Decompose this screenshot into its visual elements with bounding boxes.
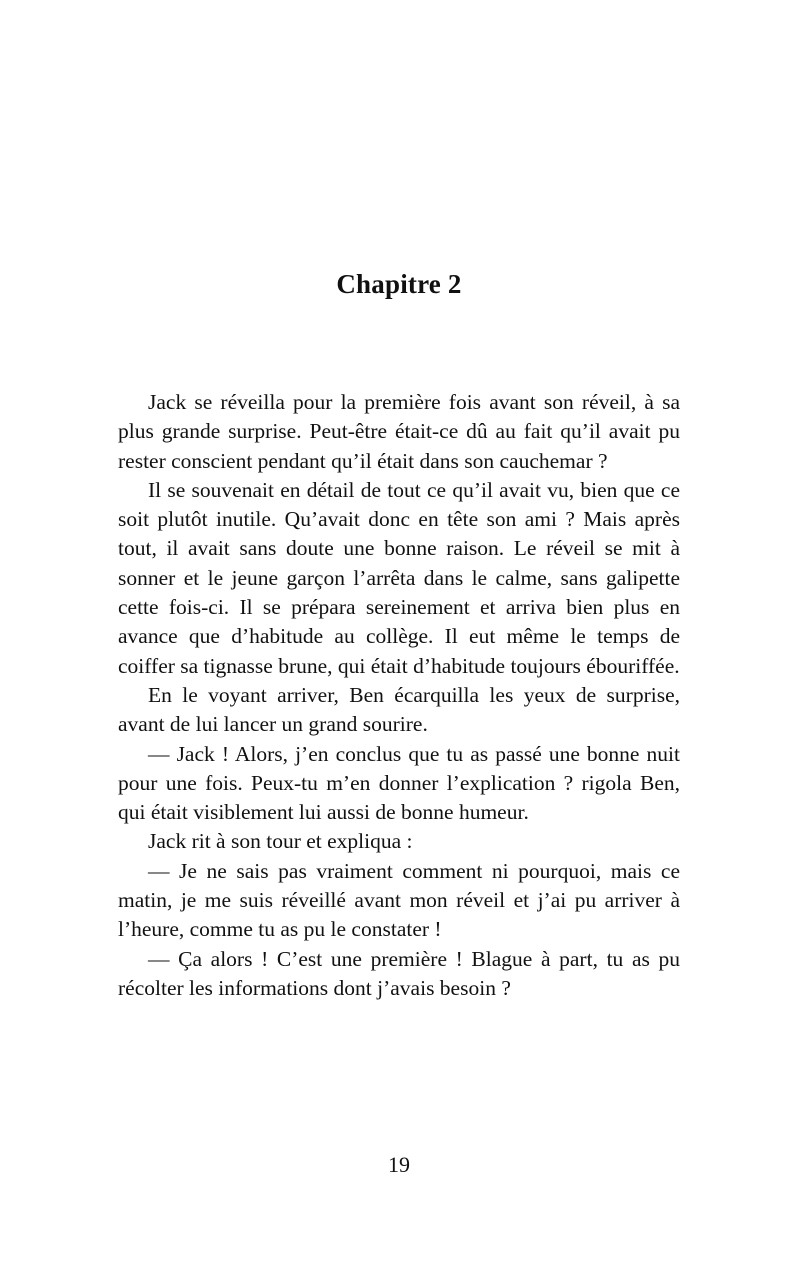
chapter-body <box>118 388 680 1003</box>
paragraph: Il se souvenait en détail de tout ce qu’il avait vu, bien que ce soit plutôt inutile. Qu’avait donc en tête son ami ? Mais après tout, il avait sans doute une bonne raison. Le réveil se mit à sonner et le jeune garçon l’arrêta dans le calme, sans galipette cette fois-ci. Il se prépara sereinement et arriva bien plus en avance que d’habitude au collège. Il eut même le temps de coiffer sa tignasse brune, qui était d’habitude toujours ébouriffée. <box>118 477 680 678</box>
dialogue-paragraph: — Je ne sais pas vraiment comment ni pourquoi, mais ce matin, je me suis réveillé avant mon réveil et j’ai pu arriver à l’heure, comme tu as pu le constater ! <box>118 858 680 942</box>
chapter-title: Chapitre 2 <box>336 269 462 299</box>
paragraph: Jack rit à son tour et expliqua : <box>148 829 413 854</box>
paragraph: Jack se réveilla pour la première fois avant son réveil, à sa plus grande surprise. Peut-être était-ce dû au fait qu’il avait pu rester conscient pendant qu’il était dans son cauchemar ? <box>118 390 680 473</box>
page-number: 19 <box>388 1152 410 1177</box>
dialogue-paragraph: — Jack ! Alors, j’en conclus que tu as passé une bonne nuit pour une fois. Peux-tu m’en donner l’explication ? rigola Ben, qui était visiblement lui aussi de bonne humeur. <box>118 741 680 825</box>
paragraph: En le voyant arriver, Ben écarquilla les yeux de surprise, avant de lui lancer un grand sourire. <box>118 682 680 737</box>
dialogue-paragraph: — Ça alors ! C’est une première ! Blague à part, tu as pu récolter les informations dont j’avais besoin ? <box>118 946 680 1000</box>
